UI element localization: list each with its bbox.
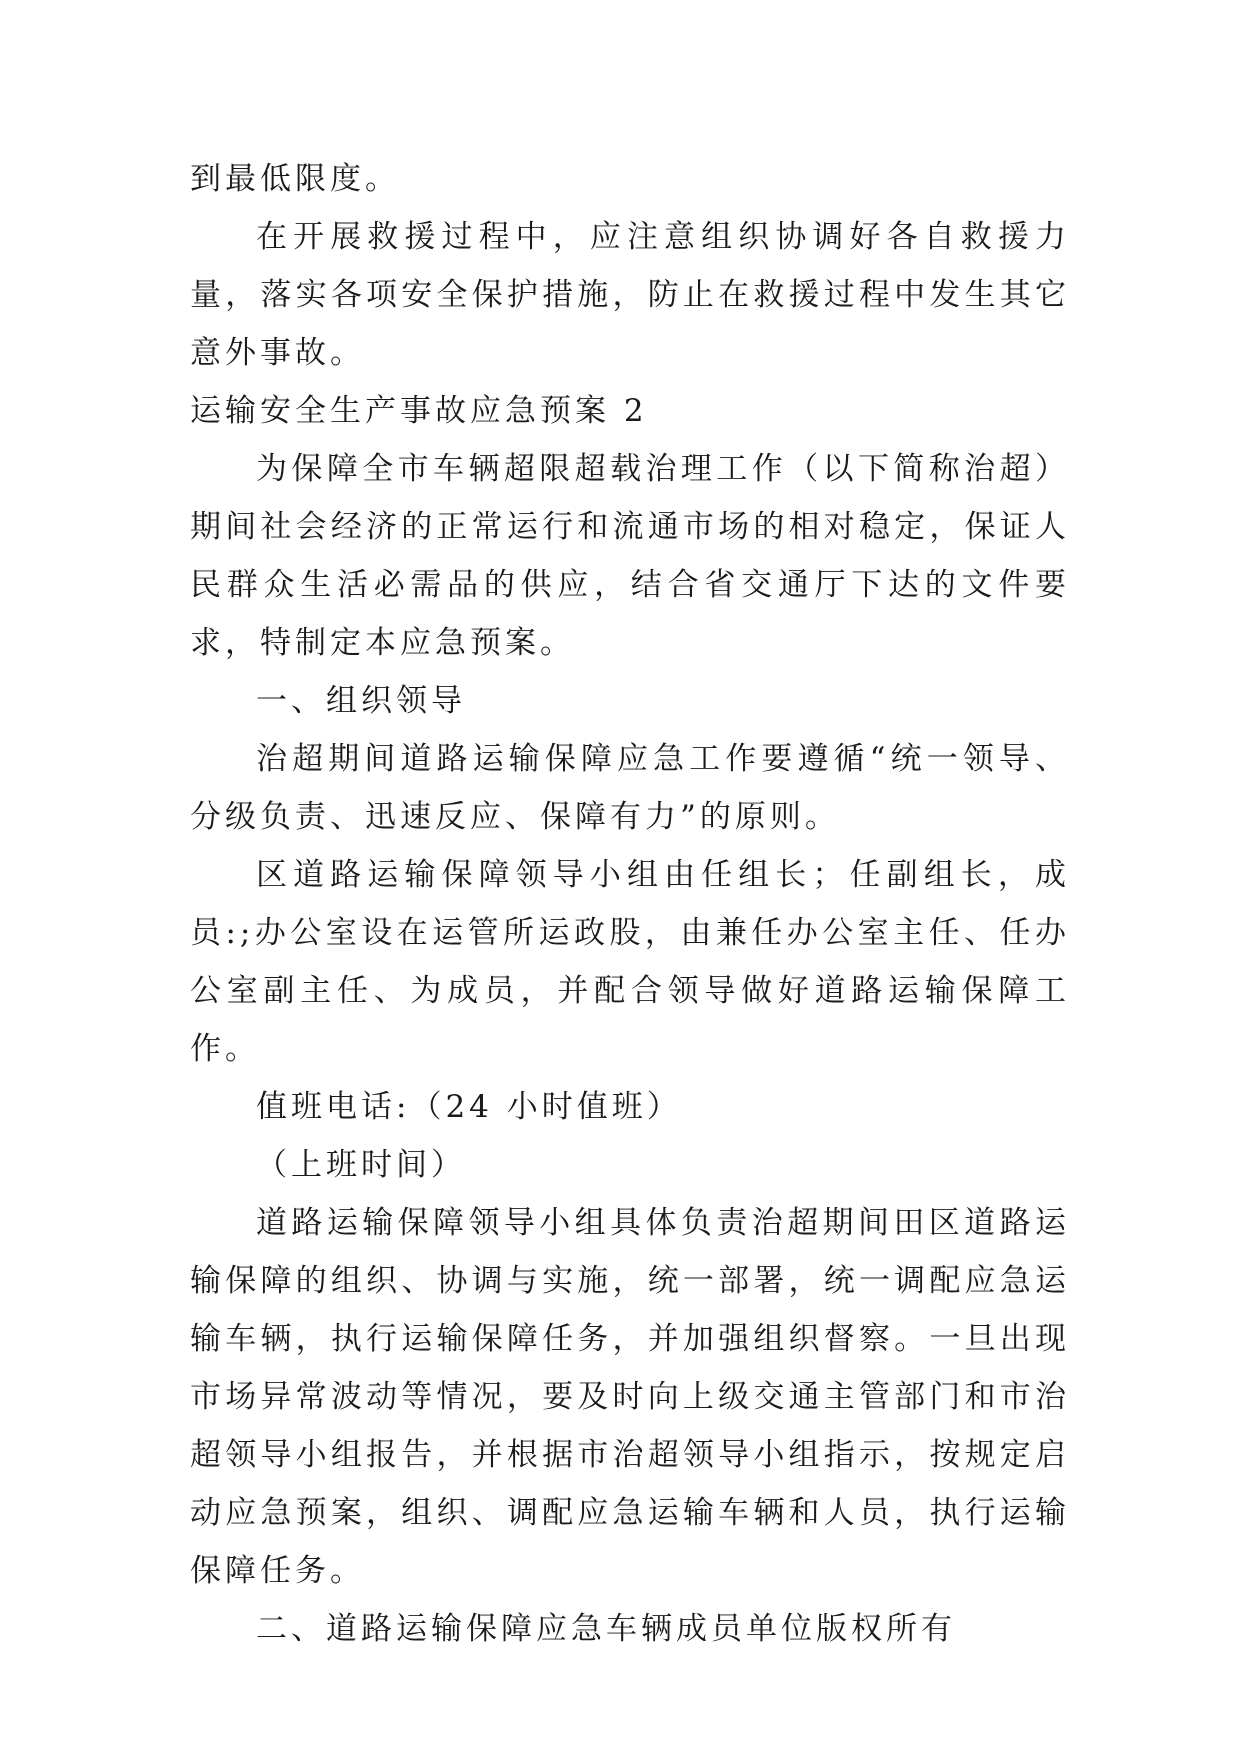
paragraph-7: 区道路运输保障领导小组由任组长；任副组长，成员:;办公室设在运管所运政股，由兼任办公室主任、任办公室副主任、为成员，并配合领导做好道路运输保障工作。: [190, 857, 1070, 1067]
paragraph-4: 为保障全市车辆超限超载治理工作（以下简称治超）期间社会经济的正常运行和流通市场的相对稳定，保证人民群众生活必需品的供应，结合省交通厅下达的文件要求，特制定本应急预案。: [190, 451, 1070, 661]
office-hours-line: （上班时间）: [256, 1147, 466, 1183]
paragraph-6: 治超期间道路运输保障应急工作要遵循“统一领导、分级负责、迅速反应、保障有力”的原则。: [190, 741, 1070, 835]
duty-phone-line: 值班电话:（24 小时值班）: [256, 1089, 682, 1125]
section-heading-2: 二、道路运输保障应急车辆成员单位版权所有: [256, 1611, 956, 1647]
paragraph-10: 道路运输保障领导小组具体负责治超期间田区道路运输保障的组织、协调与实施，统一部署，统一调配应急运输车辆，执行运输保障任务，并加强组织督察。一旦出现市场异常波动等情况，要及时向上级交通主管部门和市治超领导小组报告，并根据市治超领导小组指示，按规定启动应急预案，组织、调配应急运输车辆和人员，执行运输保障任务。: [190, 1205, 1070, 1589]
paragraph-1: 到最低限度。: [190, 161, 400, 197]
section-title: 运输安全生产事故应急预案 2: [190, 393, 648, 429]
paragraph-2: 在开展救援过程中，应注意组织协调好各自救援力量，落实各项安全保护措施，防止在救援过程中发生其它意外事故。: [190, 219, 1070, 371]
section-heading-1: 一、组织领导: [256, 683, 466, 719]
document-body: [190, 150, 1070, 1658]
